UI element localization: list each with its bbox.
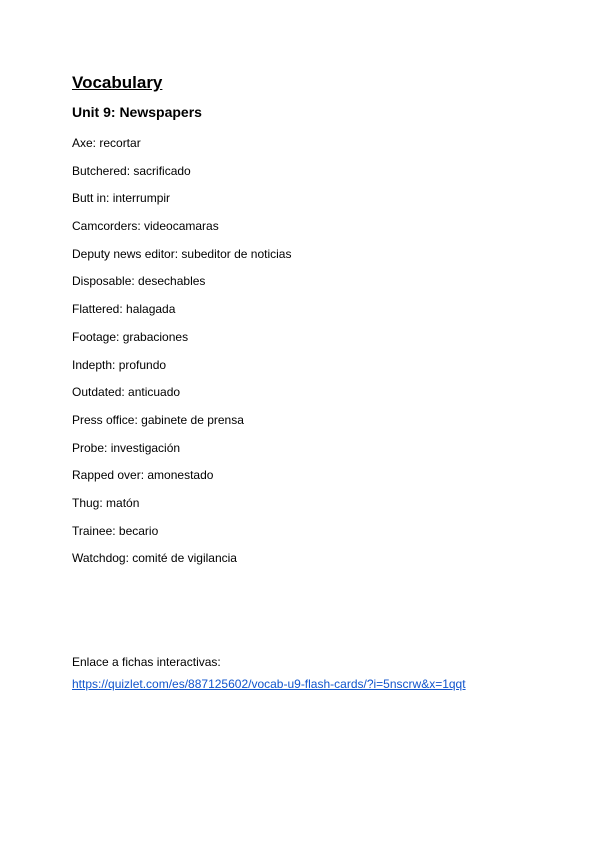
vocabulary-item: Press office: gabinete de prensa bbox=[72, 412, 244, 427]
vocabulary-item: Axe: recortar bbox=[72, 136, 141, 150]
unit-subtitle: Unit 9: Newspapers bbox=[72, 104, 202, 120]
flashcards-link[interactable]: https://quizlet.com/es/887125602/vocab-u9-flash-cards/?i=5nscrw&x=1qqt bbox=[72, 677, 466, 691]
vocabulary-item: Thug: matón bbox=[72, 495, 140, 510]
vocabulary-item: Probe: investigación bbox=[72, 440, 181, 455]
vocabulary-item: Trainee: becario bbox=[72, 523, 159, 538]
flashcards-link-label: Enlace a fichas interactivas: bbox=[72, 655, 221, 669]
vocabulary-item: Watchdog: comité de vigilancia bbox=[72, 551, 237, 566]
vocabulary-item: Deputy news editor: subeditor de noticias bbox=[72, 246, 292, 261]
vocabulary-item: Disposable: desechables bbox=[72, 274, 206, 289]
vocabulary-item: Butchered: sacrificado bbox=[72, 163, 191, 178]
vocabulary-item: Footage: grabaciones bbox=[72, 329, 189, 344]
vocabulary-item: Butt in: interrumpir bbox=[72, 191, 171, 206]
page-title: Vocabulary bbox=[72, 73, 163, 92]
vocabulary-item: Rapped over: amonestado bbox=[72, 468, 214, 483]
vocabulary-item: Outdated: anticuado bbox=[72, 385, 181, 400]
vocabulary-item: Indepth: profundo bbox=[72, 357, 167, 372]
vocabulary-item: Flattered: halagada bbox=[72, 302, 176, 317]
vocabulary-list bbox=[72, 135, 291, 578]
vocabulary-item: Camcorders: videocamaras bbox=[72, 219, 219, 234]
